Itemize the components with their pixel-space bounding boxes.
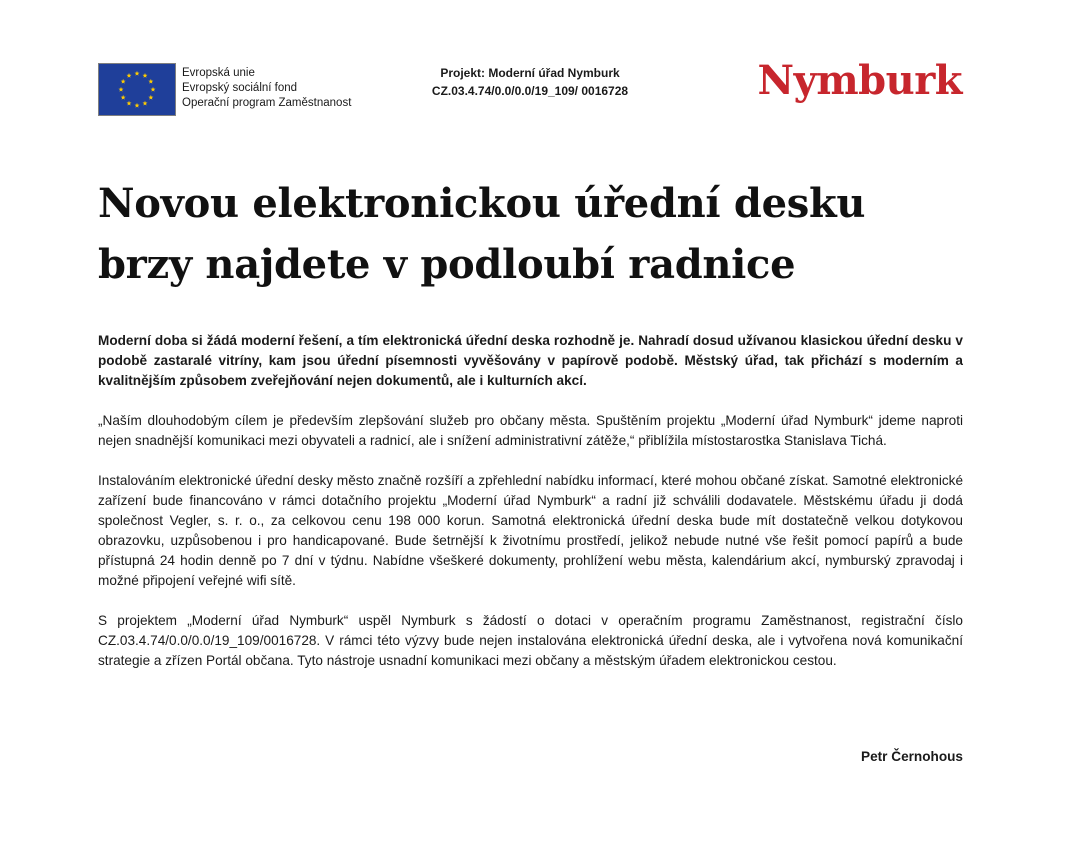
eu-star (151, 87, 156, 92)
project-name: Projekt: Moderní úřad Nymburk (440, 66, 620, 80)
grant-paragraph: S projektem „Moderní úřad Nymburk“ uspěl Nymburk s žádostí o dotaci v operačním programu Zaměstnanost, registrační číslo CZ.03.4.74/0.0/0.0/19_109/0016728. V rámci této výzvy bude nejen instalována elektronická úřední deska, ale i vytvořena nová komunikační strategie a zřízen Portál občana. Tyto nástroje usnadní komunikaci mezi občany a městským úřadem elektronickou cestou. (98, 613, 963, 668)
quote-paragraph: „Naším dlouhodobým cílem je především zlepšování služeb pro občany města. Spuštěním projektu „Moderní úřad Nymburk“ jdeme naproti nejen snadnější komunikaci mezi obyvateli a radnicí, ale i snížení administrativní zátěže,“ přiblížila místostarostka Stanislava Tichá. (98, 413, 963, 448)
eu-star (148, 79, 153, 84)
eu-flag-stars (99, 64, 175, 115)
eu-star (135, 103, 140, 108)
eu-line-fund: Evropský sociální fond (182, 82, 298, 94)
article-title (98, 173, 964, 295)
project-registration-number: CZ.03.4.74/0.0/0.0/19_109/ 0016728 (431, 84, 629, 98)
article-title-line-1: Novou elektronickou úřední desku (98, 180, 866, 227)
eu-star (121, 95, 126, 100)
eu-flag-icon (98, 63, 176, 116)
eu-star (143, 101, 148, 106)
eu-star (143, 73, 148, 78)
eu-star (119, 87, 124, 92)
lead-paragraph: Moderní doba si žádá moderní řešení, a tím elektronická úřední deska rozhodně je. Nahradí dosud užívanou klasickou úřední desku v podobě zastaralé vitríny, kam jsou úřední písemnosti vyvěšovány v papírově podobě. Městský úřad, tak přichází s moderním a kvalitnějším způsobem zveřejňování nejen dokumentů, ale i kulturních akcí. (98, 333, 963, 388)
eu-star (148, 95, 153, 100)
eu-star (135, 71, 140, 76)
eu-star (127, 73, 132, 78)
author-signature: Petr Černohous (861, 749, 963, 764)
details-paragraph: Instalováním elektronické úřední desky město značně rozšíří a zpřehlední nabídku informací, které mohou občané získat. Samotné elektronické zařízení bude financováno v rámci dotačního projektu „Moderní úřad Nymburk“ a radní již schválili dodavatele. Městskému úřadu ji dodá společnost Vegler, s. r. o., za celkovou cenu 198 000 korun. Samotná elektronická úřední deska bude mít dostatečně velkou dotykovou obrazovku, uzpůsobenou i pro handicapované. Bude šetrnější k životnímu prostředí, jelikož nebude nutné vše řešit pomocí papírů a bude přístupná 24 hodin denně po 7 dní v týdnu. Nabídne všeškeré dokumenty, prohlížení webu města, kalendárium akcí, nymburský zpravodaj i možné připojení veřejné wifi sítě. (98, 473, 963, 588)
eu-star (121, 79, 126, 84)
article-body (98, 331, 963, 691)
eu-star (127, 101, 132, 106)
article-title-line-2: brzy najdete v podloubí radnice (98, 241, 796, 288)
eu-program-text (182, 66, 351, 111)
nymburk-logo: Nymburk (757, 57, 962, 104)
document-header (98, 57, 964, 120)
eu-line-program: Operační program Zaměstnanost (182, 97, 352, 109)
project-info (398, 64, 662, 100)
eu-line-union: Evropská unie (182, 67, 255, 79)
